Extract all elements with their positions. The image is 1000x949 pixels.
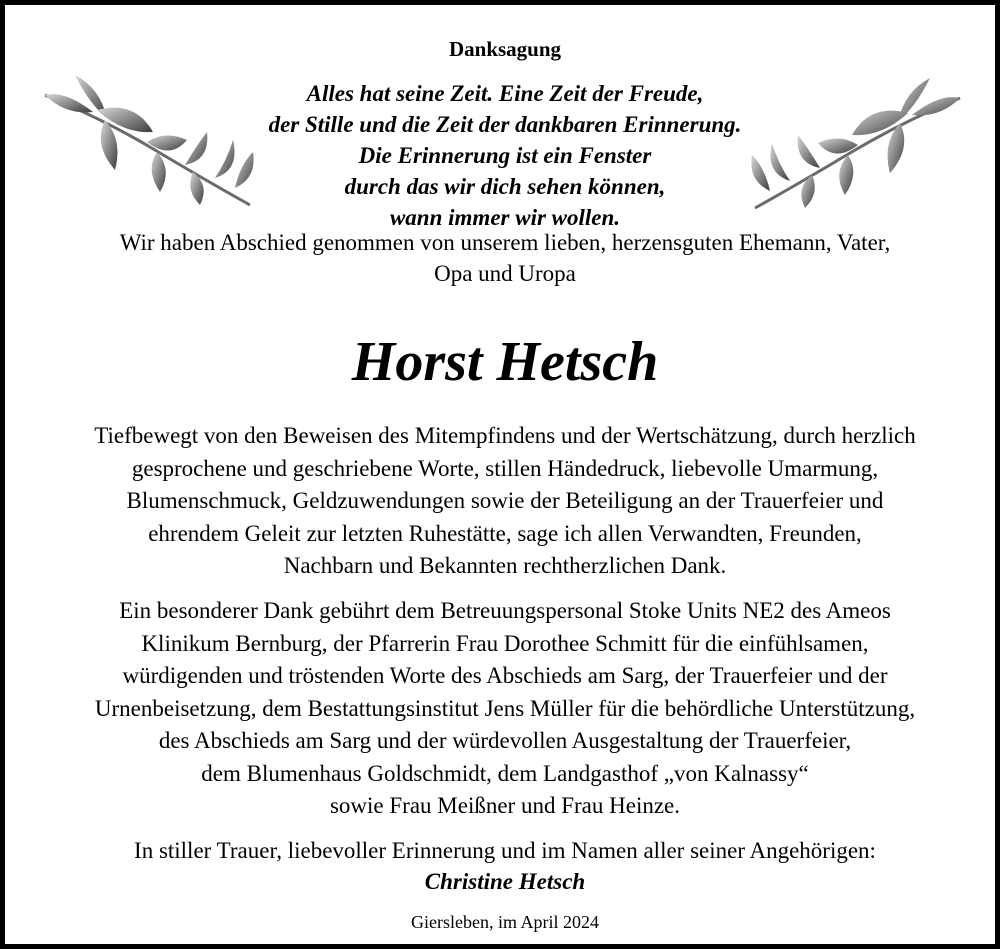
intro-line: Wir haben Abschied genommen von unserem lieben, herzensguten Ehemann, Vater, xyxy=(119,230,891,255)
poem-line: Die Erinnerung ist ein Fenster xyxy=(358,143,652,168)
paragraph-line: Nachbarn und Bekannten rechtherzlichen Dank. xyxy=(283,553,727,578)
intro-line: Opa und Uropa xyxy=(434,261,576,286)
paragraph-line: Urnenbeisetzung, dem Bestattungsinstitut Jens Müller für die behördliche Unterstützung, xyxy=(94,695,916,721)
closing-line: In stiller Trauer, liebevoller Erinnerung und im Namen aller seiner Angehörigen: xyxy=(134,838,876,863)
notice-title: Danksagung xyxy=(448,37,562,61)
paragraph-line: sowie Frau Meißner und Frau Heinze. xyxy=(329,793,681,818)
poem-line: wann immer wir wollen. xyxy=(389,205,621,230)
paragraph-line: Blumenschmuck, Geldzuwendungen sowie der Beteiligung an der Trauerfeier und xyxy=(126,488,884,513)
paragraph-line: Ein besonderer Dank gebührt dem Betreuungspersonal Stoke Units NE2 des Ameos xyxy=(119,598,891,623)
poem xyxy=(5,78,1000,233)
poem-line: durch das wir dich sehen können, xyxy=(344,174,666,199)
poem-line: der Stille und die Zeit der dankbaren Erinnerung. xyxy=(268,112,742,137)
paragraph-line: Klinikum Bernburg, der Pfarrerin Frau Dorothee Schmitt für die einfühlsamen, xyxy=(141,630,869,656)
paragraph-line: des Abschieds am Sarg und der würdevollen Ausgestaltung der Trauerfeier, xyxy=(158,728,852,753)
paragraph-line: dem Blumenhaus Goldschmidt, dem Landgasthof „von Kalnassy“ xyxy=(201,760,809,786)
intro-text xyxy=(5,227,1000,289)
poem-line: Alles hat seine Zeit. Eine Zeit der Freude, xyxy=(306,81,704,106)
signer-name: Christine Hetsch xyxy=(424,869,586,894)
deceased-name: Horst Hetsch xyxy=(351,331,659,393)
paragraph-line: ehrendem Geleit zur letzten Ruhestätte, sage ich allen Verwandten, Freunden, xyxy=(148,520,862,546)
paragraph-line: würdigenden und tröstenden Worte des Abschieds am Sarg, der Trauerfeier und der xyxy=(122,663,888,688)
thanks-paragraph xyxy=(5,420,1000,583)
special-thanks-paragraph xyxy=(5,595,1000,823)
place-date: Giersleben, im April 2024 xyxy=(411,912,599,932)
paragraph-line: Tiefbewegt von den Beweisen des Mitempfindens und der Wertschätzung, durch herzlich xyxy=(94,423,916,448)
paragraph-line: gesprochene und geschriebene Worte, stillen Händedruck, liebevolle Umarmung, xyxy=(131,455,879,481)
